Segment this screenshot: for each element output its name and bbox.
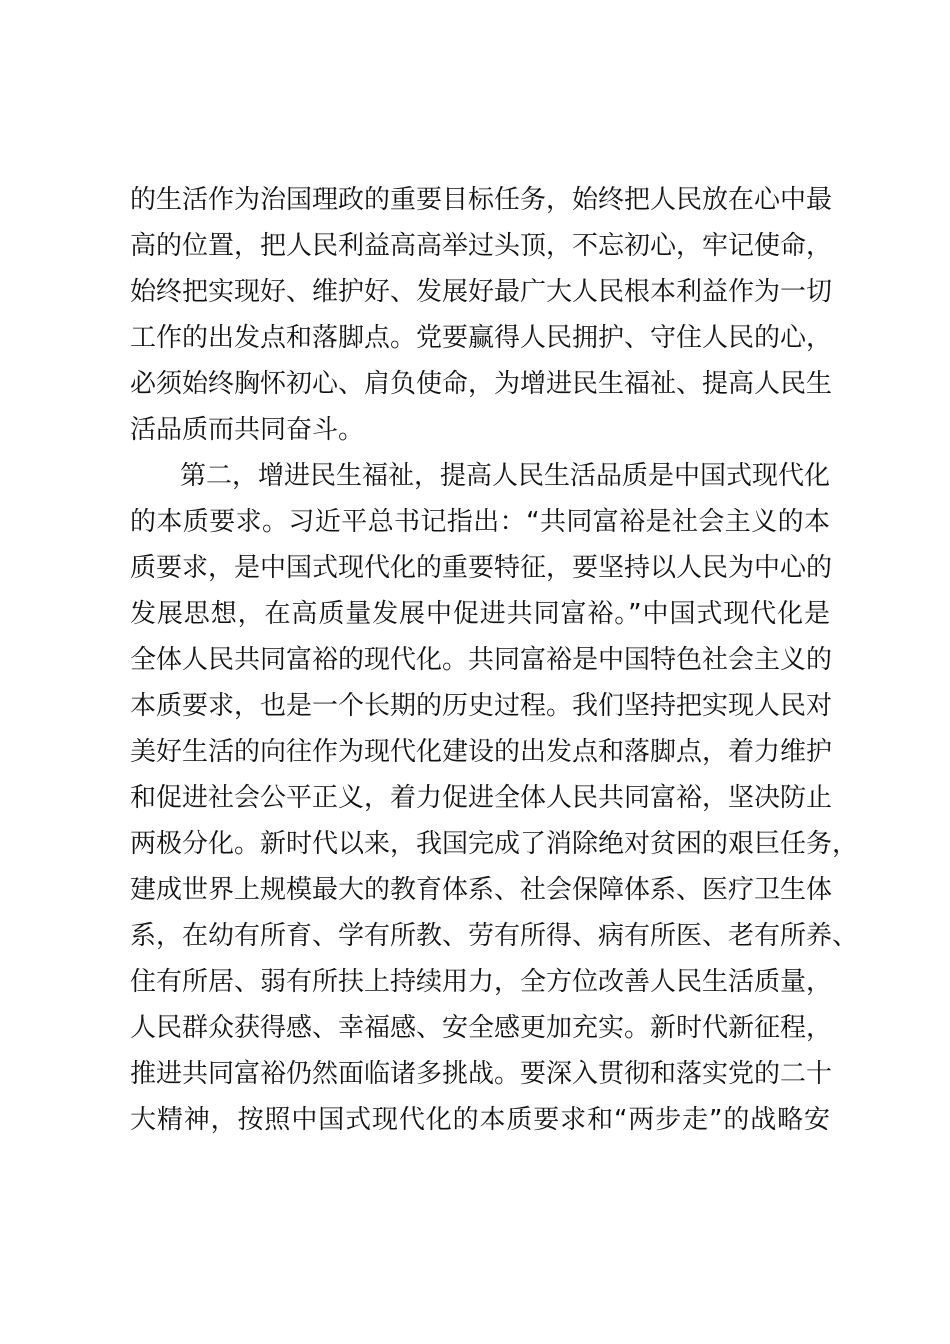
text-line: 人民群众获得感、幸福感、安全感更加充实。新时代新征程， (130, 1013, 833, 1043)
text-line: 工作的出发点和落脚点。党要赢得人民拥护、守住人民的心， (130, 323, 833, 353)
text-line: 必须始终胸怀初心、肩负使命，为增进民生福祉、提高人民生 (130, 369, 833, 399)
text-line: 系，在幼有所育、学有所教、劳有所得、病有所医、老有所养、 (130, 921, 859, 951)
text-line: 高的位置，把人民利益高高举过头顶，不忘初心，牢记使命， (130, 231, 833, 261)
text-line: 美好生活的向往作为现代化建设的出发点和落脚点，着力维护 (130, 737, 833, 767)
text-line: 大精神，按照中国式现代化的本质要求和“两步走”的战略安 (130, 1105, 830, 1135)
text-line: 发展思想，在高质量发展中促进共同富裕。”中国式现代化是 (130, 599, 830, 629)
text-line: 的本质要求。习近平总书记指出：“共同富裕是社会主义的本 (130, 507, 830, 537)
text-line: 住有所居、弱有所扶上持续用力，全方位改善人民生活质量， (130, 967, 833, 997)
text-line: 活品质而共同奋斗。 (130, 415, 365, 445)
text-line: 的生活作为治国理政的重要目标任务，始终把人民放在心中最 (130, 185, 833, 215)
text-line: 本质要求，也是一个长期的历史过程。我们坚持把实现人民对 (130, 691, 833, 721)
text-line: 和促进社会公平正义，着力促进全体人民共同富裕，坚决防止 (130, 783, 833, 813)
text-line: 质要求，是中国式现代化的重要特征，要坚持以人民为中心的 (130, 553, 833, 583)
text-line: 始终把实现好、维护好、发展好最广大人民根本利益作为一切 (130, 277, 833, 307)
text-line: 两极分化。新时代以来，我国完成了消除绝对贫困的艰巨任务， (130, 829, 859, 859)
paragraph-start-line: 第二，增进民生福祉，提高人民生活品质是中国式现代化 (180, 461, 831, 491)
text-line: 建成世界上规模最大的教育体系、社会保障体系、医疗卫生体 (130, 875, 833, 905)
text-line: 全体人民共同富裕的现代化。共同富裕是中国特色社会主义的 (130, 645, 833, 675)
text-line: 推进共同富裕仍然面临诸多挑战。要深入贯彻和落实党的二十 (130, 1059, 833, 1089)
